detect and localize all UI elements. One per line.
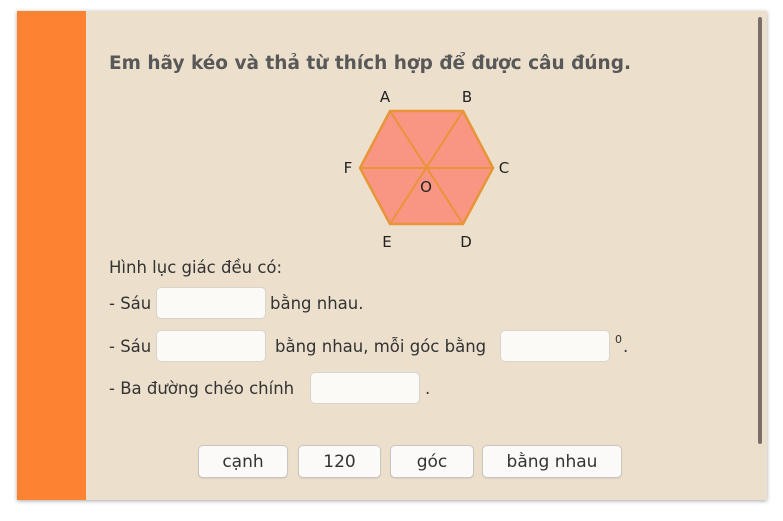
- vertex-label-f: F: [343, 159, 353, 177]
- intro-text: Hình lục giác đều có:: [109, 258, 283, 277]
- drop-zone-3[interactable]: [500, 330, 610, 362]
- vertex-label-d: D: [460, 233, 472, 251]
- exercise-card: [17, 11, 767, 500]
- line-2-middle: bằng nhau, mỗi góc bằng: [275, 337, 487, 356]
- vertex-label-b: B: [461, 88, 473, 106]
- hexagon-figure: [17, 11, 767, 271]
- question-text: Em hãy kéo và thả từ thích hợp để được câu đúng.: [109, 53, 631, 74]
- drop-zone-4[interactable]: [310, 372, 420, 404]
- drop-zone-2[interactable]: [156, 330, 266, 362]
- line-2-prefix: - Sáu: [109, 337, 152, 356]
- line-2-end: .: [623, 337, 629, 356]
- line-1-suffix: bằng nhau.: [270, 294, 364, 313]
- center-label-o: O: [420, 178, 432, 196]
- drag-option-goc[interactable]: góc: [390, 445, 474, 478]
- line-3-prefix: - Ba đường chéo chính: [109, 379, 295, 398]
- drop-zone-1[interactable]: [156, 287, 266, 319]
- hexagon-shape: [360, 111, 493, 224]
- vertex-label-e: E: [382, 233, 392, 251]
- drag-option-120[interactable]: 120: [298, 445, 381, 478]
- drag-option-bang-nhau[interactable]: bằng nhau: [482, 445, 622, 478]
- line-1-prefix: - Sáu: [109, 294, 152, 313]
- line-3-end: .: [425, 379, 431, 398]
- vertex-label-a: A: [379, 88, 391, 106]
- vertex-label-c: C: [498, 159, 510, 177]
- drag-option-canh[interactable]: cạnh: [198, 445, 288, 478]
- degree-superscript: 0: [615, 333, 622, 346]
